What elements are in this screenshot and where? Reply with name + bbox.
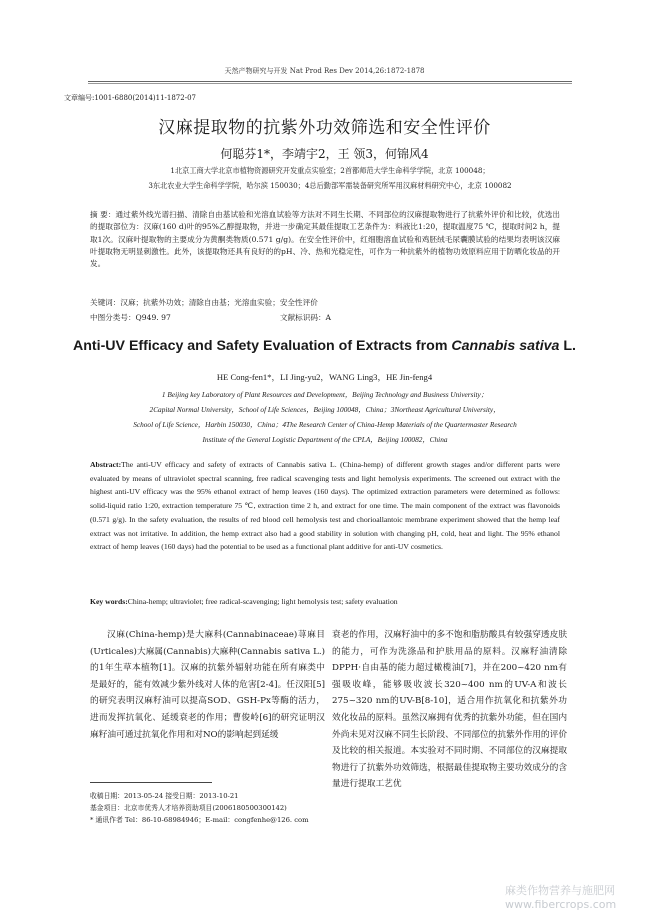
english-abstract: [90, 458, 560, 554]
english-abstract-label: Abstract:: [90, 460, 122, 469]
english-title-end: L.: [559, 338, 576, 354]
english-keywords: [90, 597, 560, 606]
english-affiliation-1: 1 Beijing key Laboratory of Plant Resources and Development，Beijing Technology and Business University；: [161, 390, 489, 399]
chinese-title: 汉麻提取物的抗紫外功效筛选和安全性评价: [158, 118, 491, 138]
english-affiliation-2: 2Capital Normal University，School of Life Sciences，Beijing 100048，China；3Northeast Agricultural University，: [149, 405, 501, 414]
chinese-abstract: [90, 209, 560, 270]
chinese-abstract-label: 摘 要：: [90, 210, 116, 219]
english-affiliation-4: Institute of the General Logistic Department of the CPLA，Beijing 100082，China: [202, 435, 448, 444]
body-column-right: 衰老的作用，汉麻籽油中的多不饱和脂肪酸具有较强穿透皮肤的能力，可作为洗涤品和护肤用品的原料。汉麻籽油清除DPPH·自由基的能力超过橄榄油[7]，并在200~420 nm有强吸收峰，能够吸收波长320~400 nm的UV-A和波长275~320 nm的UV-B[8-10]，适合用作抗氧化和抗紫外功效化妆品的原料。虽然汉麻拥有优秀的抗紫外功能，但在国内外尚未见对汉麻不同生长阶段、不同部位的抗紫外作用的评价及比较的相关报道。本实验对不同时期、不同部位的汉麻提取物进行了抗紫外功效筛选，根据最佳提取物主要功效成分的含量进行提取工艺优: [332, 630, 567, 790]
english-authors: HE Cong-fen1*，LI Jing-yu2，WANG Ling3，HE Jin-feng4: [216, 372, 433, 382]
chinese-keywords: 关键词：汉麻；抗紫外功效；清除自由基；光溶血实验；安全性评价: [90, 298, 318, 307]
header-rule-secondary: [88, 83, 572, 84]
chinese-abstract-text: 通过紫外线光谱扫描、清除自由基试验和光溶血试验等方法对不同生长期、不同部位的汉麻提取物进行了抗紫外评价和比较，优选出的提取部位为：汉麻(160 d)叶的95%乙醇提取物，并进一步确定其最佳提取工艺条件为：料液比1:20，提取温度75 ℃，提取时间2 h，提取1次。汉麻叶提取物的主要成分为黄酮类物质(0.571 g/g)。在安全性评价中，红细胞溶血试验和鸡胚绒毛尿囊膜试验的结果均表明该汉麻叶提取物无明显刺激性。此外，该提取物还具有良好的的pH、冷、热和光稳定性，可作为一种抗紫外的植物功效原料应用于防晒化妆品的开发。: [90, 210, 560, 269]
header-rule: [88, 81, 572, 82]
english-abstract-text: The anti-UV efficacy and safety of extracts of Cannabis sativa L. (China-hemp) of different growth stages and/or different parts were evaluated by means of ultraviolet spectral scanning, free radical scavenging tests and light hemolysis experiments. The screened out extract with the highest anti-UV efficacy was the 95% ethanol extract of hemp leaves (160 days). The optimized extraction parameters were determined as follows: solid-liquid ratio 1:20, extraction temperature 75 ℃, extraction time 2 h, and extract for one time. The main component of the extract was flavonoids (0.571 g/g). In the safety evaluation, the results of red blood cell hemolysis test and chorioallantoic membrane experiment showed that the hemp leaf extract was not irritative. In addition, the hemp extract also had a good stability in solution with changing pH, cold, heat and light. The 95% ethanol extract of hemp leaves (160 days) had the potential to be used as a functional plant additive for anti-UV cosmetics.: [90, 460, 560, 552]
watermark: 麻类作物营养与施肥网 www.fibercrops.com: [505, 884, 617, 911]
document-code: 文献标识码：A: [280, 313, 332, 322]
footnote-dates: 收稿日期：2013-05-24 接受日期：2013-10-21: [90, 792, 239, 800]
english-title: [0, 338, 649, 354]
english-title-main: Anti-UV Efficacy and Safety Evaluation of Extracts from: [72, 338, 452, 354]
article-number: 文章编号:1001-6880(2014)11-1872-07: [64, 94, 196, 102]
chinese-affiliation-1: 1北京工商大学北京市植物资源研究开发重点实验室；2首都师范大学生命科学学院，北京 100048；: [170, 166, 490, 175]
english-title-species: Cannabis sativa: [451, 338, 560, 354]
class-number: 中图分类号：Q949. 97: [90, 313, 171, 322]
body-column-left: 汉麻(China-hemp)是大麻科(Cannabinaceae)荨麻目(Urticales)大麻属(Cannabis)大麻种(Cannabis sativa L.)的1年生草本植物[1]。汉麻的抗紫外辐射功能在所有麻类中是最好的，能有效减少紫外线对人体的危害[2-4]。任汉阳[5]的研究表明汉麻籽油可以提高SOD、GSH-Px等酶的活力，进而发挥抗氧化、延缓衰老的作用；曹俊岭[6]的研究证明汉麻籽油可通过抗氧化作用和对NO的影响起到延缓: [90, 630, 325, 740]
english-keywords-text: China-hemp; ultraviolet; free radical-scavenging; light hemolysis test; safety evaluation: [127, 597, 398, 606]
english-affiliation-3: School of Life Science，Harbin 150030，China；4The Research Center of China-Hemp Materials of the Quartermaster Research: [133, 420, 517, 429]
chinese-authors: 何聪芬1*，李靖宇2，王 领3，何锦风4: [220, 147, 429, 161]
footnote-rule: [90, 782, 212, 783]
running-head: 天然产物研究与开发 Nat Prod Res Dev 2014,26:1872-1878: [224, 67, 425, 75]
classification-line: [90, 312, 560, 323]
english-keywords-label: Key words:: [90, 597, 128, 606]
footnote-corresponding: * 通讯作者 Tel：86-10-68984946；E-mail：congfenhe@126. com: [90, 816, 309, 824]
chinese-affiliation-2: 3东北农业大学生命科学学院，哈尔滨 150030；4总后勤部军需装备研究所军用汉麻材料研究中心，北京 100082: [148, 181, 512, 190]
footnotes: [90, 790, 330, 826]
footnote-fund: 基金项目：北京市优秀人才培养资助项目(2006180500300142): [90, 804, 287, 812]
